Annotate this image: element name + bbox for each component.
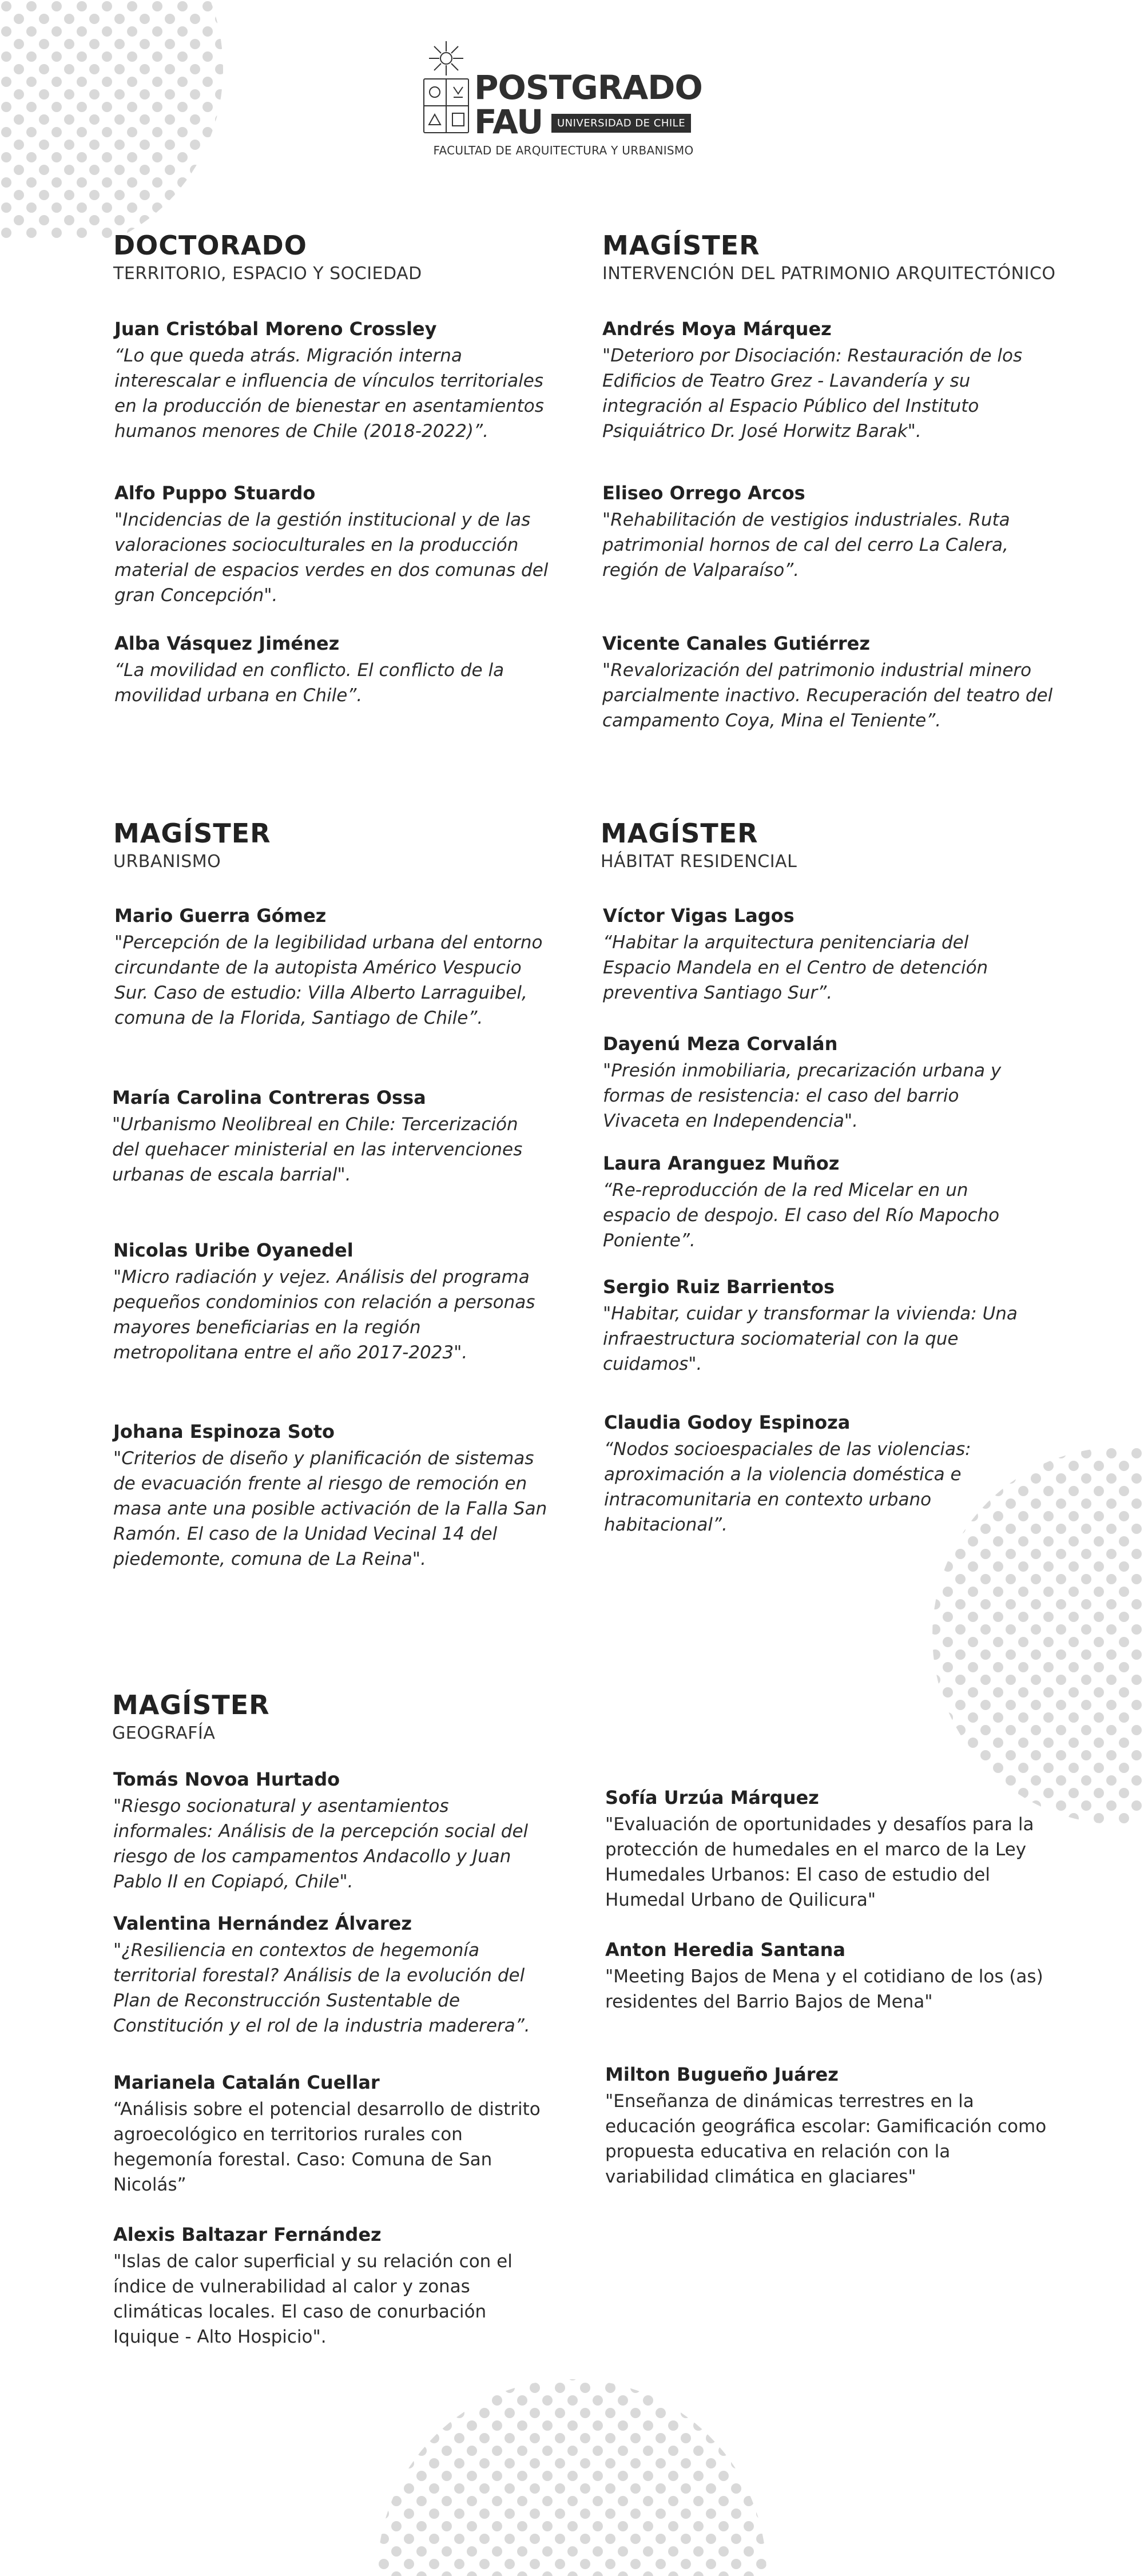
thesis-entry [605,1939,1051,2014]
author-name: Eliseo Orrego Arcos [602,482,805,504]
author-name: Anton Heredia Santana [605,1939,846,1961]
section-magister-urbanismo [113,819,271,872]
author-name: Andrés Moya Márquez [602,318,832,340]
author-name: Víctor Vigas Lagos [603,905,795,927]
thesis-entry [114,482,549,608]
logo-title: POSTGRADO [474,68,702,107]
author-name: Alfo Puppo Stuardo [114,482,316,504]
thesis-entry [602,633,1054,733]
author-name: Sofía Urzúa Márquez [605,1787,819,1808]
thesis-entry [604,1412,1039,1537]
author-name: Claudia Godoy Espinoza [604,1412,851,1433]
thesis-entry [603,1033,1038,1134]
header-logo [420,39,729,165]
thesis-entry [113,2224,548,2350]
author-name: Juan Cristóbal Moreno Crossley [114,318,437,340]
thesis-title: "Meeting Bajos de Mena y el cotidiano de los (as) residentes del Barrio Bajos de Mena" [605,1966,1043,2013]
author-name: Mario Guerra Gómez [114,905,327,927]
thesis-entry [112,1087,547,1187]
thesis-title: "Urbanismo Neolibreal en Chile: Tercerización del quehacer ministerial en las intervenciones urbanas de escala barrial". [112,1114,523,1186]
author-name: Dayenú Meza Corvalán [603,1033,838,1055]
section-title: MAGÍSTER [601,818,758,849]
faculty-name: FACULTAD DE ARQUITECTURA Y URBANISMO [433,144,694,157]
author-name: María Carolina Contreras Ossa [112,1087,426,1108]
university-badge: UNIVERSIDAD DE CHILE [551,114,691,133]
section-magister-patrimonio [602,231,1056,284]
thesis-title: "Micro radiación y vejez. Análisis del programa pequeños condominios con relación a personas mayores beneficiarias en la región metropolitana entre el año 2017-2023". [113,1267,535,1363]
thesis-title: "Revalorización del patrimonio industrial minero parcialmente inactivo. Recuperación del teatro del campamento Coya, Mina el Teniente”. [602,660,1053,732]
section-subtitle: URBANISMO [113,851,221,872]
author-name: Marianela Catalán Cuellar [113,2072,380,2093]
thesis-title: “Lo que queda atrás. Migración interna interescalar e influencia de vínculos territoriales en la producción de bienestar en asentamientos humanos menores de Chile (2018-2022)”. [114,345,544,442]
thesis-title: "Rehabilitación de vestigios industriales. Ruta patrimonial hornos de cal del cerro La Calera, región de Valparaíso”. [602,510,1010,581]
thesis-entry [603,905,1038,1005]
thesis-entry [114,905,549,1031]
thesis-title: "Habitar, cuidar y transformar la vivienda: Una infraestructura sociomaterial con la que cuidamos". [603,1303,1018,1375]
author-name: Laura Aranguez Muñoz [603,1152,840,1174]
section-magister-habitat [601,819,797,872]
dot-pattern-bottom [378,2356,778,2576]
thesis-entry [113,1913,548,2038]
section-subtitle: TERRITORIO, ESPACIO Y SOCIEDAD [113,263,422,284]
thesis-title: “La movilidad en conflicto. El conflicto de la movilidad urbana en Chile”. [114,660,505,706]
thesis-entry [602,482,1054,583]
thesis-title: "Incidencias de la gestión institucional y de las valoraciones socioculturales en la producción material de espacios verdes en dos comunas del gran Concepción". [114,510,549,606]
section-magister-geografia [112,1691,270,1743]
thesis-entry [114,633,549,708]
thesis-title: "¿Resiliencia en contextos de hegemonía territorial forestal? Análisis de la evolución del Plan de Reconstrucción Sustentable de Constitución y el rol de la industria maderera”. [113,1940,530,2037]
author-name: Valentina Hernández Álvarez [113,1913,412,1934]
logo-fau: FAU [474,102,543,141]
thesis-title: “Análisis sobre el potencial desarrollo de distrito agroecológico en territorios rurales con hegemonía forestal. Caso: Comuna de San Nicolás” [113,2099,541,2196]
section-title: MAGÍSTER [602,230,760,261]
author-name: Alexis Baltazar Fernández [113,2224,382,2245]
author-name: Nicolas Uribe Oyanedel [113,1239,353,1261]
thesis-title: "Deterioro por Disociación: Restauración de los Edificios de Teatro Grez - Lavandería y su integración al Espacio Público del Instituto Psiquiátrico Dr. José Horwitz Barak". [602,345,1023,442]
section-subtitle: GEOGRAFÍA [112,1723,216,1743]
thesis-entry [605,2064,1051,2189]
thesis-entry [602,318,1054,444]
thesis-title: "Percepción de la legibilidad urbana del entorno circundante de la autopista Américo Vespucio Sur. Caso de estudio: Villa Alberto Larraguibel, comuna de la Florida, Santiago de Chile”. [114,932,543,1029]
thesis-title: "Evaluación de oportunidades y desafíos para la protección de humedales en el marco de la Ley Humedales Urbanos: El caso de estudio del Humedal Urbano de Quilicura" [605,1814,1034,1911]
section-title: DOCTORADO [113,230,307,261]
section-title: MAGÍSTER [112,1689,270,1720]
section-subtitle: INTERVENCIÓN DEL PATRIMONIO ARQUITECTÓNICO [602,263,1056,284]
author-name: Johana Espinoza Soto [113,1421,335,1442]
dot-pattern-top-left [0,0,240,240]
author-name: Alba Vásquez Jiménez [114,633,340,654]
thesis-title: “Nodos socioespaciales de las violencias: aproximación a la violencia doméstica e intracomunitaria en contexto urbano habitacional”. [604,1439,971,1536]
thesis-title: “Habitar la arquitectura penitenciaria del Espacio Mandela en el Centro de detención preventiva Santiago Sur”. [603,932,988,1004]
thesis-title: “Re-reproducción de la red Micelar en un espacio de despojo. El caso del Río Mapocho Poniente”. [603,1180,1000,1251]
thesis-entry [605,1787,1051,1913]
section-doctorado [113,231,422,284]
thesis-entry [114,318,549,444]
thesis-entry [113,1768,548,1894]
author-name: Milton Bugueño Juárez [605,2064,839,2085]
author-name: Sergio Ruiz Barrientos [603,1276,835,1298]
thesis-title: "Presión inmobiliaria, precarización urbana y formas de resistencia: el caso del barrio Vivaceta en Independencia". [603,1060,1002,1132]
author-name: Vicente Canales Gutiérrez [602,633,870,654]
thesis-entry [603,1152,1038,1253]
thesis-title: "Riesgo socionatural y asentamientos informales: Análisis de la percepción social del riesgo de los campamentos Andacollo y Juan Pablo II en Copiapó, Chile". [113,1796,529,1893]
thesis-title: "Criterios de diseño y planificación de sistemas de evacuación frente al riesgo de remoción en masa ante una posible activación de la Falla San Ramón. El caso de la Unidad Vecinal 14 del piedemonte, comuna de La Reina". [113,1448,547,1570]
section-subtitle: HÁBITAT RESIDENCIAL [601,851,797,872]
thesis-entry [603,1276,1038,1377]
thesis-title: "Enseñanza de dinámicas terrestres en la educación geográfica escolar: Gamificación como propuesta educativa en relación con la variabilidad climática en glaciares" [605,2091,1047,2188]
thesis-entry [113,1421,548,1572]
author-name: Tomás Novoa Hurtado [113,1768,340,1790]
thesis-entry [113,2072,548,2197]
university-seal-icon [420,39,472,139]
thesis-entry [113,1239,548,1365]
section-title: MAGÍSTER [113,818,271,849]
thesis-title: "Islas de calor superficial y su relación con el índice de vulnerabilidad al calor y zonas climáticas locales. El caso de conurbación Iquique - Alto Hospicio". [113,2251,513,2348]
